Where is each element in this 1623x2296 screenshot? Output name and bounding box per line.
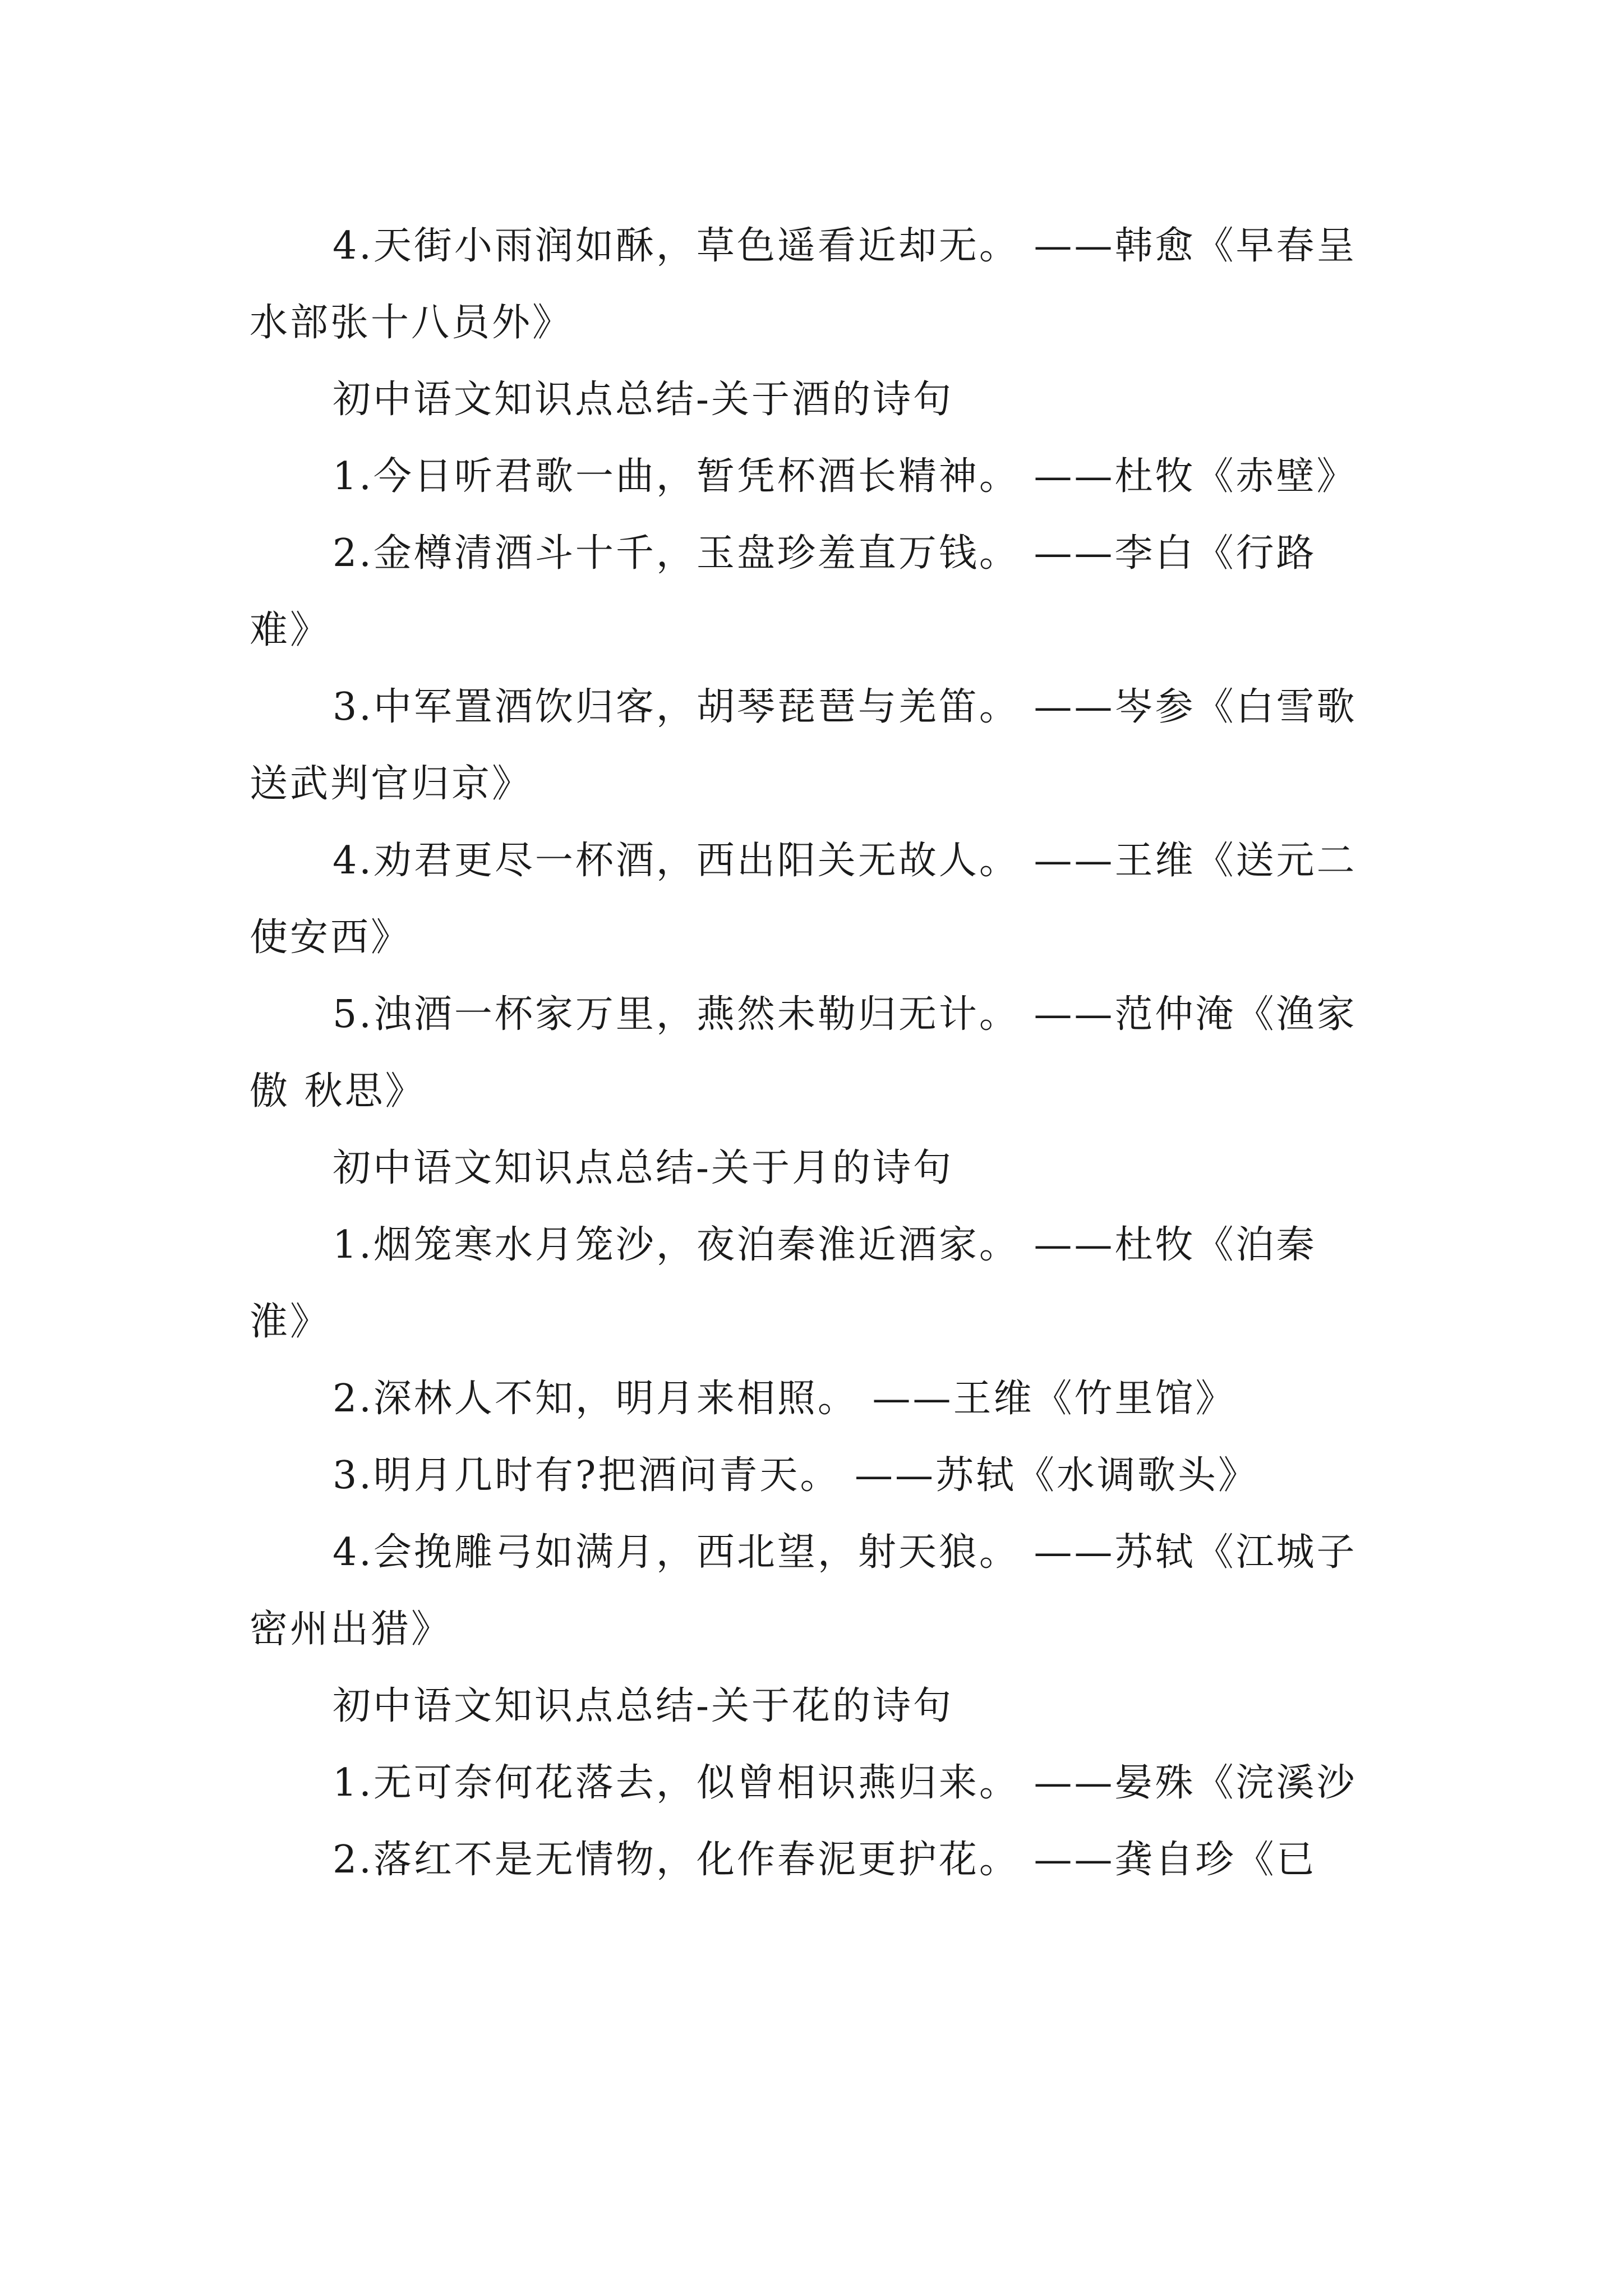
poem-line: 4.天街小雨润如酥，草色遥看近却无。 ——韩愈《早春呈水部张十八员外》: [250, 224, 1357, 345]
poem-line: 2.金樽清酒斗十千，玉盘珍羞直万钱。 ——李白《行路难》: [250, 531, 1317, 652]
document-body: [250, 208, 1377, 1898]
poem-line: 1.烟笼寒水月笼沙，夜泊秦淮近酒家。 ——杜牧《泊秦淮》: [250, 1223, 1317, 1344]
poem-line: 2.深林人不知，明月来相照。 ——王维《竹里馆》: [333, 1377, 1236, 1421]
poem-line: 5.浊酒一杯家万里，燕然未勒归无计。 ——范仲淹《渔家傲 秋思》: [250, 992, 1357, 1114]
section-heading-flower: 初中语文知识点总结-关于花的诗句: [333, 1684, 953, 1728]
poem-line: 1.无可奈何花落去，似曾相识燕归来。 ——晏殊《浣溪沙: [333, 1761, 1357, 1805]
poem-line: 4.会挽雕弓如满月，西北望，射天狼。 ——苏轼《江城子 密州出猎》: [250, 1530, 1357, 1651]
section-heading-moon: 初中语文知识点总结-关于月的诗句: [333, 1146, 953, 1190]
section-heading-wine: 初中语文知识点总结-关于酒的诗句: [333, 378, 953, 422]
poem-line: 2.落红不是无情物，化作春泥更护花。 ——龚自珍《已: [333, 1838, 1317, 1882]
poem-line: 1.今日听君歌一曲，暂凭杯酒长精神。 ——杜牧《赤壁》: [333, 454, 1357, 499]
poem-line: 3.中军置酒饮归客，胡琴琵琶与羌笛。 ——岑参《白雪歌送武判官归京》: [250, 685, 1357, 806]
poem-line: 4.劝君更尽一杯酒，西出阳关无故人。 ——王维《送元二使安西》: [250, 839, 1357, 960]
poem-line: 3.明月几时有?把酒问青天。 ——苏轼《水调歌头》: [333, 1453, 1258, 1498]
